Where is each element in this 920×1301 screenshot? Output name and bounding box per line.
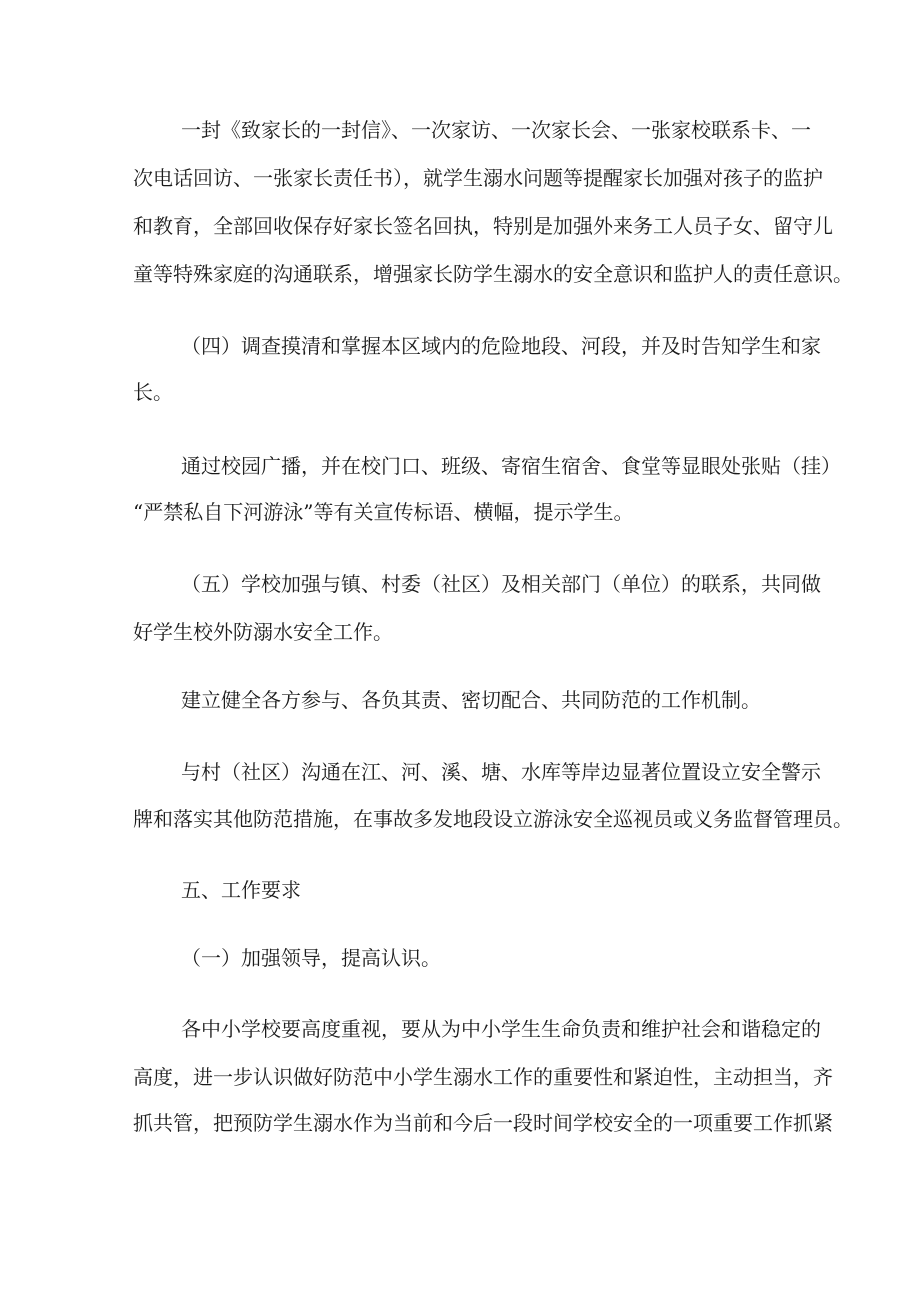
paragraph-line: 牌和落实其他防范措施，在事故多发地段设立游泳安全巡视员或义务监督管理员。 (133, 807, 853, 831)
subsection-title: （一）加强领导，提高认识。 (181, 946, 441, 970)
paragraph-line: “严禁私自下河游泳”等有关宣传标语、横幅，提示学生。 (133, 500, 634, 524)
paragraph-line: 一封《致家长的一封信》、一次家访、一次家长会、一张家校联系卡、一 (181, 118, 811, 142)
paragraph-line: 童等特殊家庭的沟通联系，增强家长防学生溺水的安全意识和监护人的责任意识。 (133, 262, 853, 286)
section-heading-line: （五）学校加强与镇、村委（社区）及相关部门（单位）的联系，共同做 (181, 572, 821, 596)
paragraph-line: 次电话回访、一张家长责任书），就学生溺水问题等提醒家长加强对孩子的监护 (133, 166, 823, 190)
section-title: 五、工作要求 (181, 878, 301, 902)
section-heading-line: （四）调查摸清和掌握本区域内的危险地段、河段，并及时告知学生和家 (181, 334, 821, 358)
paragraph-line: 抓共管，把预防学生溺水作为当前和今后一段时间学校安全的一项重要工作抓紧 (133, 1111, 833, 1135)
paragraph-line: 和教育，全部回收保存好家长签名回执，特别是加强外来务工人员子女、留守儿 (133, 214, 833, 238)
paragraph-line: 建立健全各方参与、各负其责、密切配合、共同防范的工作机制。 (181, 688, 761, 712)
section-heading-line: 长。 (133, 380, 173, 404)
paragraph-line: 各中小学校要高度重视，要从为中小学生生命负责和维护社会和谐稳定的 (181, 1017, 821, 1041)
section-heading-line: 好学生校外防溺水安全工作。 (133, 620, 393, 644)
paragraph-line: 高度，进一步认识做好防范中小学生溺水工作的重要性和紧迫性，主动担当，齐 (133, 1065, 833, 1089)
paragraph-line: 与村（社区）沟通在江、河、溪、塘、水库等岸边显著位置设立安全警示 (181, 760, 821, 784)
paragraph-line: 通过校园广播，并在校门口、班级、寄宿生宿舍、食堂等显眼处张贴（挂） (181, 454, 841, 478)
